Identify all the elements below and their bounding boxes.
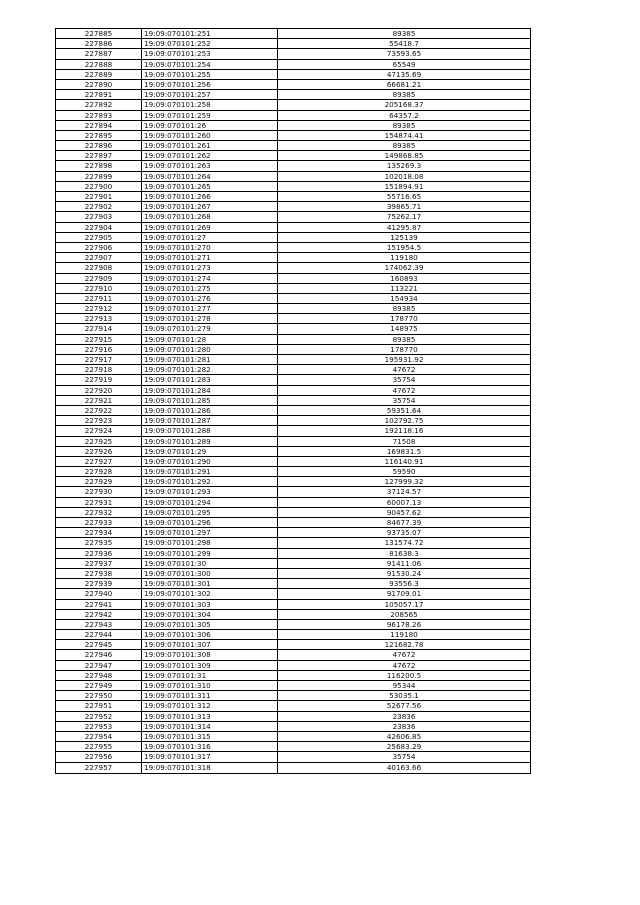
row-id-cell: 227930 [56, 487, 142, 496]
table-row [56, 324, 530, 334]
value-cell: 55418.7 [389, 39, 419, 49]
row-id-cell: 227954 [56, 732, 142, 741]
value-cell: 47672 [392, 650, 416, 660]
row-id-cell: 227891 [56, 90, 142, 99]
table-row [56, 121, 530, 131]
cadastral-number-cell: 19:09:070101:276 [142, 294, 278, 303]
cadastral-number-cell: 19:09:070101:30 [142, 559, 278, 568]
cadastral-number-cell: 19:09:070101:315 [142, 732, 278, 741]
row-id-cell: 227899 [56, 172, 142, 181]
value-cell: 154934 [390, 293, 418, 303]
cadastral-number-cell: 19:09:070101:318 [142, 763, 278, 773]
table-row [56, 487, 530, 497]
row-id-cell: 227937 [56, 559, 142, 568]
row-id-cell: 227929 [56, 477, 142, 486]
row-id-cell: 227915 [56, 335, 142, 344]
table-row [56, 498, 530, 508]
table-row [56, 39, 530, 49]
value-cell: 116140.91 [384, 456, 424, 466]
table-row [56, 375, 530, 385]
value-cell: 84677.39 [386, 518, 422, 527]
cadastral-number-cell: 19:09:070101:297 [142, 528, 278, 537]
row-id-cell: 227940 [56, 589, 142, 598]
value-cell: 89385 [392, 29, 416, 38]
row-id-cell: 227925 [56, 437, 142, 446]
row-id-cell: 227931 [56, 498, 142, 507]
row-id-cell: 227926 [56, 447, 142, 456]
row-id-cell: 227892 [56, 100, 142, 109]
value-cell: 96178.26 [386, 619, 422, 629]
row-id-cell: 227946 [56, 650, 142, 659]
value-cell: 93556.3 [389, 579, 419, 589]
value-cell: 47672 [392, 385, 416, 395]
table-row [56, 508, 530, 518]
row-id-cell: 227903 [56, 212, 142, 221]
row-id-cell: 227911 [56, 294, 142, 303]
value-cell: 102018.08 [384, 171, 424, 181]
row-id-cell: 227943 [56, 620, 142, 629]
table-row [56, 70, 530, 80]
cadastral-number-cell: 19:09:070101:312 [142, 701, 278, 710]
row-id-cell: 227935 [56, 538, 142, 547]
table-row [56, 100, 530, 110]
value-cell: 25683.29 [386, 742, 422, 752]
cadastral-number-cell: 19:09:070101:287 [142, 416, 278, 425]
row-id-cell: 227938 [56, 569, 142, 578]
cadastral-number-cell: 19:09:070101:256 [142, 80, 278, 89]
cadastral-number-cell: 19:09:070101:314 [142, 722, 278, 731]
cadastral-number-cell: 19:09:070101:294 [142, 498, 278, 507]
table-row [56, 396, 530, 406]
cadastral-number-cell: 19:09:070101:251 [142, 29, 278, 38]
row-id-cell: 227952 [56, 712, 142, 721]
row-id-cell: 227941 [56, 600, 142, 609]
row-id-cell: 227910 [56, 284, 142, 293]
value-cell: 116200.5 [386, 670, 422, 680]
value-cell: 91709.01 [386, 589, 422, 599]
value-cell: 125139 [390, 232, 418, 242]
table-row [56, 111, 530, 121]
table-row [56, 416, 530, 426]
value-cell: 174062.39 [384, 263, 424, 273]
cadastral-number-cell: 19:09:070101:293 [142, 487, 278, 496]
value-cell: 55716.65 [386, 192, 422, 201]
row-id-cell: 227955 [56, 742, 142, 751]
value-cell: 178770 [390, 314, 418, 324]
table-row [56, 630, 530, 640]
cadastral-number-cell: 19:09:070101:285 [142, 396, 278, 405]
cadastral-number-cell: 19:09:070101:292 [142, 477, 278, 486]
value-cell: 71508 [392, 436, 416, 446]
value-cell: 160893 [390, 273, 418, 283]
table-row [56, 131, 530, 141]
table-row [56, 426, 530, 436]
value-cell: 121682.78 [384, 640, 424, 650]
row-id-cell: 227886 [56, 39, 142, 48]
table-row [56, 447, 530, 457]
row-id-cell: 227944 [56, 630, 142, 639]
row-id-cell: 227953 [56, 722, 142, 731]
cadastral-number-cell: 19:09:070101:268 [142, 212, 278, 221]
table-row [56, 314, 530, 324]
row-id-cell: 227896 [56, 141, 142, 150]
table-row [56, 620, 530, 630]
row-id-cell: 227914 [56, 324, 142, 333]
cadastral-number-cell: 19:09:070101:284 [142, 386, 278, 395]
table-row [56, 569, 530, 579]
value-cell: 90457.62 [386, 507, 422, 517]
row-id-cell: 227919 [56, 375, 142, 384]
cadastral-number-cell: 19:09:070101:278 [142, 314, 278, 323]
cadastral-number-cell: 19:09:070101:281 [142, 355, 278, 364]
cadastral-number-cell: 19:09:070101:254 [142, 60, 278, 69]
table-row [56, 732, 530, 742]
value-cell: 113221 [390, 283, 418, 293]
table-row [56, 355, 530, 365]
cadastral-number-cell: 19:09:070101:286 [142, 406, 278, 415]
row-id-cell: 227956 [56, 752, 142, 761]
row-id-cell: 227939 [56, 579, 142, 588]
table-row [56, 29, 530, 39]
table-row [56, 661, 530, 671]
value-cell: 89385 [392, 90, 416, 100]
cadastral-number-cell: 19:09:070101:257 [142, 90, 278, 99]
value-cell: 59590 [392, 467, 416, 477]
table-row [56, 151, 530, 161]
table-row [56, 192, 530, 202]
table-row [56, 722, 530, 732]
row-id-cell: 227948 [56, 671, 142, 680]
row-id-cell: 227895 [56, 131, 142, 140]
row-id-cell: 227945 [56, 640, 142, 649]
row-id-cell: 227888 [56, 60, 142, 69]
value-cell: 95344 [392, 681, 416, 690]
table-row [56, 437, 530, 447]
cadastral-number-cell: 19:09:070101:295 [142, 508, 278, 517]
row-id-cell: 227950 [56, 691, 142, 700]
table-row [56, 304, 530, 314]
row-id-cell: 227907 [56, 253, 142, 262]
row-id-cell: 227909 [56, 274, 142, 283]
value-cell: 53035.1 [389, 691, 419, 701]
cadastral-number-cell: 19:09:070101:253 [142, 49, 278, 58]
row-id-cell: 227917 [56, 355, 142, 364]
table-row [56, 386, 530, 396]
table-row [56, 284, 530, 294]
table-row [56, 406, 530, 416]
cadastral-number-cell: 19:09:070101:282 [142, 365, 278, 374]
value-cell: 151894.91 [384, 181, 424, 191]
value-cell: 59351.64 [386, 405, 422, 415]
cadastral-number-cell: 19:09:070101:280 [142, 345, 278, 354]
cadastral-number-cell: 19:09:070101:298 [142, 538, 278, 547]
value-cell: 208565 [390, 609, 418, 619]
cadastral-number-cell: 19:09:070101:262 [142, 151, 278, 160]
cadastral-number-cell: 19:09:070101:264 [142, 172, 278, 181]
table-row [56, 467, 530, 477]
cadastral-number-cell: 19:09:070101:279 [142, 324, 278, 333]
row-id-cell: 227949 [56, 681, 142, 690]
cadastral-number-cell: 19:09:070101:261 [142, 141, 278, 150]
table-row [56, 538, 530, 548]
cadastral-number-cell: 19:09:070101:302 [142, 589, 278, 598]
row-id-cell: 227893 [56, 111, 142, 120]
value-cell: 154874.41 [384, 130, 424, 140]
cadastral-number-cell: 19:09:070101:260 [142, 131, 278, 140]
table-row [56, 274, 530, 284]
cadastral-number-cell: 19:09:070101:316 [142, 742, 278, 751]
table-row [56, 752, 530, 762]
row-id-cell: 227904 [56, 223, 142, 232]
value-cell: 42606.85 [386, 731, 422, 741]
table-row [56, 202, 530, 212]
cadastral-number-cell: 19:09:070101:308 [142, 650, 278, 659]
table-row [56, 182, 530, 192]
table-row [56, 528, 530, 538]
value-cell: 102792.75 [384, 416, 424, 426]
value-cell: 47135.69 [386, 69, 422, 79]
table-row [56, 549, 530, 559]
row-id-cell: 227951 [56, 701, 142, 710]
row-id-cell: 227916 [56, 345, 142, 354]
value-cell: 81638.3 [389, 548, 419, 558]
value-cell: 41295.87 [386, 222, 422, 232]
value-cell: 47672 [392, 365, 416, 375]
table-row [56, 691, 530, 701]
table-row [56, 141, 530, 151]
table-row [56, 701, 530, 711]
row-id-cell: 227912 [56, 304, 142, 313]
cadastral-number-cell: 19:09:070101:258 [142, 100, 278, 109]
row-id-cell: 227921 [56, 396, 142, 405]
row-id-cell: 227922 [56, 406, 142, 415]
table-row [56, 90, 530, 100]
value-cell: 64357.2 [389, 110, 419, 120]
table-row [56, 161, 530, 171]
row-id-cell: 227918 [56, 365, 142, 374]
cadastral-number-cell: 19:09:070101:317 [142, 752, 278, 761]
value-cell: 65549 [392, 59, 416, 69]
row-id-cell: 227957 [56, 763, 142, 773]
cadastral-number-cell: 19:09:070101:274 [142, 274, 278, 283]
cadastral-number-cell: 19:09:070101:307 [142, 640, 278, 649]
row-id-cell: 227890 [56, 80, 142, 89]
cadastral-number-cell: 19:09:070101:311 [142, 691, 278, 700]
row-id-cell: 227936 [56, 549, 142, 558]
row-id-cell: 227905 [56, 233, 142, 242]
row-id-cell: 227887 [56, 49, 142, 58]
table-row [56, 681, 530, 691]
cadastral-number-cell: 19:09:070101:273 [142, 263, 278, 272]
row-id-cell: 227934 [56, 528, 142, 537]
table-row [56, 763, 530, 773]
value-cell: 105057.17 [384, 599, 424, 609]
value-cell: 75262.17 [386, 212, 422, 222]
cadastral-number-cell: 19:09:070101:266 [142, 192, 278, 201]
value-cell: 89385 [392, 120, 416, 130]
cadastral-number-cell: 19:09:070101:291 [142, 467, 278, 476]
table-row [56, 60, 530, 70]
value-cell: 73593.65 [386, 49, 422, 59]
value-cell: 93735.07 [386, 528, 422, 538]
row-id-cell: 227924 [56, 426, 142, 435]
value-cell: 52677.56 [386, 701, 422, 711]
table-row [56, 559, 530, 569]
cadastral-number-cell: 19:09:070101:304 [142, 610, 278, 619]
cadastral-number-cell: 19:09:070101:31 [142, 671, 278, 680]
table-row [56, 345, 530, 355]
row-id-cell: 227947 [56, 661, 142, 670]
value-cell: 23836 [392, 711, 416, 721]
table-row [56, 589, 530, 599]
row-id-cell: 227927 [56, 457, 142, 466]
cadastral-number-cell: 19:09:070101:263 [142, 161, 278, 170]
table-row [56, 477, 530, 487]
table-row [56, 518, 530, 528]
value-cell: 135269.3 [386, 161, 422, 171]
value-cell: 151954.5 [386, 242, 422, 252]
cadastral-number-cell: 19:09:070101:277 [142, 304, 278, 313]
value-cell: 169831.5 [386, 446, 422, 456]
value-cell: 119180 [390, 630, 418, 640]
row-id-cell: 227898 [56, 161, 142, 170]
value-cell: 39865.71 [386, 202, 422, 212]
table-row [56, 742, 530, 752]
table-row [56, 579, 530, 589]
table-row [56, 80, 530, 90]
row-id-cell: 227932 [56, 508, 142, 517]
cadastral-number-cell: 19:09:070101:259 [142, 111, 278, 120]
value-cell: 91411.06 [386, 558, 422, 568]
value-cell: 40163.66 [386, 762, 422, 772]
value-cell: 195931.92 [384, 355, 424, 364]
table-row [56, 650, 530, 660]
value-cell: 178770 [390, 344, 418, 354]
cadastral-number-cell: 19:09:070101:270 [142, 243, 278, 252]
cadastral-number-cell: 19:09:070101:271 [142, 253, 278, 262]
value-cell: 131574.72 [384, 538, 424, 548]
row-id-cell: 227928 [56, 467, 142, 476]
table-row [56, 610, 530, 620]
value-cell: 35754 [392, 752, 416, 762]
value-cell: 60007.13 [386, 497, 422, 507]
table-row [56, 263, 530, 273]
row-id-cell: 227897 [56, 151, 142, 160]
row-id-cell: 227913 [56, 314, 142, 323]
cadastral-number-cell: 19:09:070101:28 [142, 335, 278, 344]
cadastral-number-cell: 19:09:070101:252 [142, 39, 278, 48]
table-row [56, 172, 530, 182]
row-id-cell: 227900 [56, 182, 142, 191]
table-row [56, 671, 530, 681]
table-row [56, 49, 530, 59]
table-row [56, 712, 530, 722]
table-row [56, 253, 530, 263]
value-cell: 35754 [392, 395, 416, 405]
table-row [56, 365, 530, 375]
cadastral-number-cell: 19:09:070101:303 [142, 600, 278, 609]
cadastral-number-cell: 19:09:070101:269 [142, 223, 278, 232]
cadastral-number-cell: 19:09:070101:27 [142, 233, 278, 242]
value-cell: 35754 [392, 375, 416, 385]
cadastral-number-cell: 19:09:070101:299 [142, 549, 278, 558]
value-cell: 148975 [390, 324, 418, 334]
row-id-cell: 227920 [56, 386, 142, 395]
cadastral-number-cell: 19:09:070101:275 [142, 284, 278, 293]
cadastral-number-cell: 19:09:070101:26 [142, 121, 278, 130]
row-id-cell: 227933 [56, 518, 142, 527]
cadastral-number-cell: 19:09:070101:255 [142, 70, 278, 79]
value-cell: 47672 [392, 660, 416, 670]
cadastral-number-cell: 19:09:070101:306 [142, 630, 278, 639]
value-cell: 91530.24 [386, 568, 422, 578]
cadastral-number-cell: 19:09:070101:301 [142, 579, 278, 588]
table-row [56, 335, 530, 345]
table-row [56, 243, 530, 253]
value-cell: 89385 [392, 304, 416, 314]
row-id-cell: 227894 [56, 121, 142, 130]
row-id-cell: 227942 [56, 610, 142, 619]
table-row [56, 233, 530, 243]
value-cell: 127999.32 [384, 477, 424, 487]
value-cell: 23836 [392, 721, 416, 731]
cadastral-number-cell: 19:09:070101:305 [142, 620, 278, 629]
cadastral-number-cell: 19:09:070101:289 [142, 437, 278, 446]
cadastral-number-cell: 19:09:070101:290 [142, 457, 278, 466]
data-table [55, 28, 531, 774]
table-row [56, 294, 530, 304]
table-row [56, 640, 530, 650]
value-cell: 205168.37 [384, 100, 424, 110]
value-cell: 119180 [390, 253, 418, 263]
row-id-cell: 227923 [56, 416, 142, 425]
table-row [56, 223, 530, 233]
value-cell: 192118.16 [384, 426, 424, 436]
table-row [56, 457, 530, 467]
value-cell: 89385 [392, 141, 416, 151]
cadastral-number-cell: 19:09:070101:309 [142, 661, 278, 670]
cadastral-number-cell: 19:09:070101:300 [142, 569, 278, 578]
row-id-cell: 227885 [56, 29, 142, 38]
cadastral-number-cell: 19:09:070101:29 [142, 447, 278, 456]
cadastral-number-cell: 19:09:070101:296 [142, 518, 278, 527]
value-cell: 89385 [392, 334, 416, 344]
cadastral-number-cell: 19:09:070101:310 [142, 681, 278, 690]
value-cell: 66681.21 [386, 79, 422, 89]
row-id-cell: 227901 [56, 192, 142, 201]
row-id-cell: 227908 [56, 263, 142, 272]
value-cell: 37124.57 [386, 487, 422, 497]
cadastral-number-cell: 19:09:070101:267 [142, 202, 278, 211]
row-id-cell: 227889 [56, 70, 142, 79]
cadastral-number-cell: 19:09:070101:288 [142, 426, 278, 435]
value-cell: 149868.85 [384, 151, 424, 161]
cadastral-number-cell: 19:09:070101:313 [142, 712, 278, 721]
row-id-cell: 227902 [56, 202, 142, 211]
table-row [56, 212, 530, 222]
cadastral-number-cell: 19:09:070101:283 [142, 375, 278, 384]
table-row [56, 600, 530, 610]
cadastral-number-cell: 19:09:070101:265 [142, 182, 278, 191]
row-id-cell: 227906 [56, 243, 142, 252]
